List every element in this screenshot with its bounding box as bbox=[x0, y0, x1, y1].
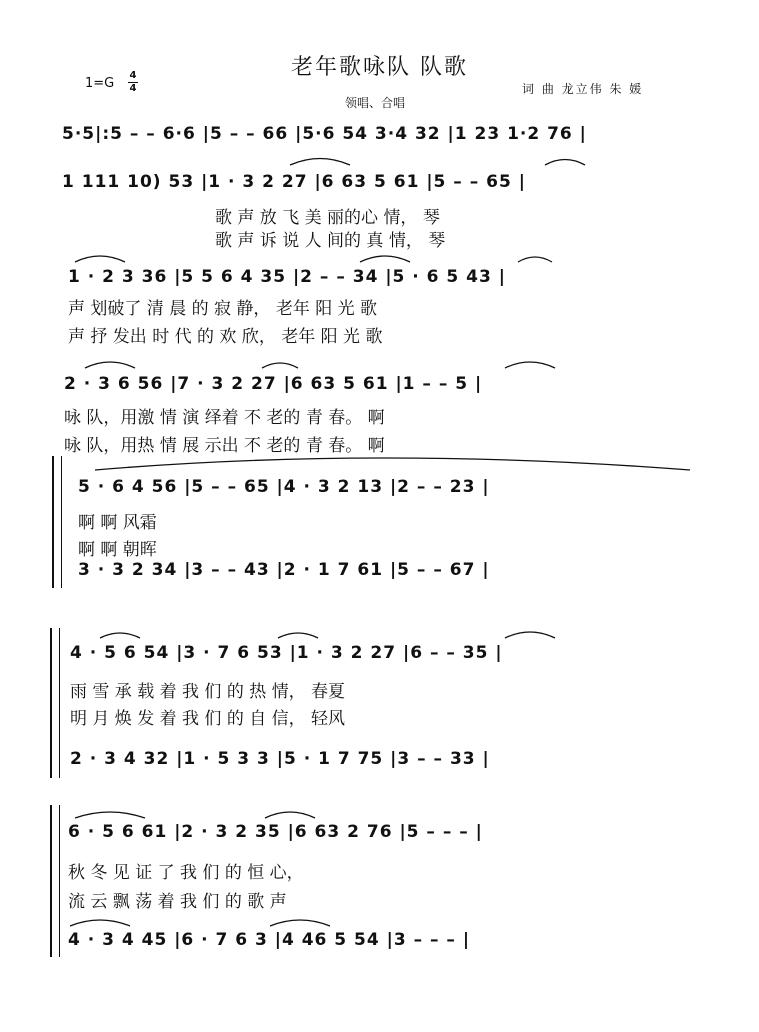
credits: 词 曲 龙立伟 朱 媛 bbox=[522, 82, 644, 96]
slur-arc bbox=[360, 256, 410, 262]
slur-arc bbox=[265, 812, 315, 818]
lyric-verse-2: 明 月 焕 发 着 我 们 的 自 信， 轻风 bbox=[70, 709, 346, 729]
notation-line: 5·5|:5 – – 6·6 |5 – – 66 |5·6 54 3·4 32 |1 23 1·2 76 | bbox=[62, 124, 587, 144]
slur-arc bbox=[70, 920, 130, 926]
slur-arc bbox=[75, 256, 125, 262]
slur-arc bbox=[290, 159, 350, 166]
slur-arc bbox=[85, 362, 135, 368]
slur-arc bbox=[75, 812, 145, 818]
slur-arc bbox=[505, 632, 555, 638]
slur-arc bbox=[505, 362, 555, 368]
lyric-verse-2: 歌 声 诉 说 人 间的 真 情， 琴 bbox=[215, 231, 446, 251]
slur-arc bbox=[100, 633, 140, 638]
lyric-verse-2: 声 抒 发出 时 代 的 欢 欣， 老年 阳 光 歌 bbox=[68, 327, 383, 347]
notation-line: 1 · 2 3 36 |5 5 6 4 35 |2 – – 34 |5 · 6 5 43 | bbox=[68, 267, 506, 287]
lyric-verse-2: 咏 队，用热 情 展 示出 不 老的 青 春。 啊 bbox=[64, 436, 385, 456]
lower-part-notation: 4 · 3 4 45 |6 · 7 6 3 |4 46 5 54 |3 – – – | bbox=[68, 930, 471, 950]
lyric-verse-1: 声 划破了 清 晨 的 寂 静， 老年 阳 光 歌 bbox=[68, 299, 378, 319]
slur-arc bbox=[95, 458, 690, 470]
performance-note: 领唱、合唱 bbox=[345, 96, 406, 110]
slur-arc bbox=[278, 633, 318, 638]
song-title: 老年歌咏队 队歌 bbox=[291, 55, 468, 80]
key-signature: 1=G bbox=[85, 76, 115, 91]
lyric-verse-2: 啊 啊 朝晖 bbox=[78, 540, 157, 560]
time-signature-top: 4 bbox=[129, 70, 137, 81]
lyric-verse-1: 歌 声 放 飞 美 丽的心 情， 琴 bbox=[215, 208, 440, 228]
upper-part-notation: 6 · 5 6 61 |2 · 3 2 35 |6 63 2 76 |5 – – – | bbox=[68, 822, 483, 842]
notation-line: 1 111 10) 53 |1 · 3 2 27 |6 63 5 61 |5 – – 65 | bbox=[62, 172, 526, 192]
lyric-verse-2: 流 云 飘 荡 着 我 们 的 歌 声 bbox=[68, 892, 287, 912]
upper-part-notation: 5 · 6 4 56 |5 – – 65 |4 · 3 2 13 |2 – – 23 | bbox=[78, 477, 490, 497]
lyric-verse-1: 秋 冬 见 证 了 我 们 的 恒 心， bbox=[68, 863, 304, 883]
slur-arc bbox=[545, 160, 585, 166]
slur-arc bbox=[518, 257, 552, 262]
lyric-verse-1: 咏 队，用激 情 演 绎着 不 老的 青 春。 啊 bbox=[64, 408, 385, 428]
slur-arc bbox=[262, 363, 298, 368]
lyric-verse-1: 雨 雪 承 载 着 我 们 的 热 情， 春夏 bbox=[70, 682, 346, 702]
upper-part-notation: 4 · 5 6 54 |3 · 7 6 53 |1 · 3 2 27 |6 – – 35 | bbox=[70, 643, 503, 663]
slur-arc bbox=[270, 920, 330, 926]
lower-part-notation: 2 · 3 4 32 |1 · 5 3 3 |5 · 1 7 75 |3 – – 33 | bbox=[70, 749, 490, 769]
lyric-verse-1: 啊 啊 风霜 bbox=[78, 513, 157, 533]
time-signature-bottom: 4 bbox=[129, 83, 137, 94]
notation-line: 2 · 3 6 56 |7 · 3 2 27 |6 63 5 61 |1 – – 5 | bbox=[64, 374, 483, 394]
lower-part-notation: 3 · 3 2 34 |3 – – 43 |2 · 1 7 61 |5 – – 67 | bbox=[78, 560, 490, 580]
